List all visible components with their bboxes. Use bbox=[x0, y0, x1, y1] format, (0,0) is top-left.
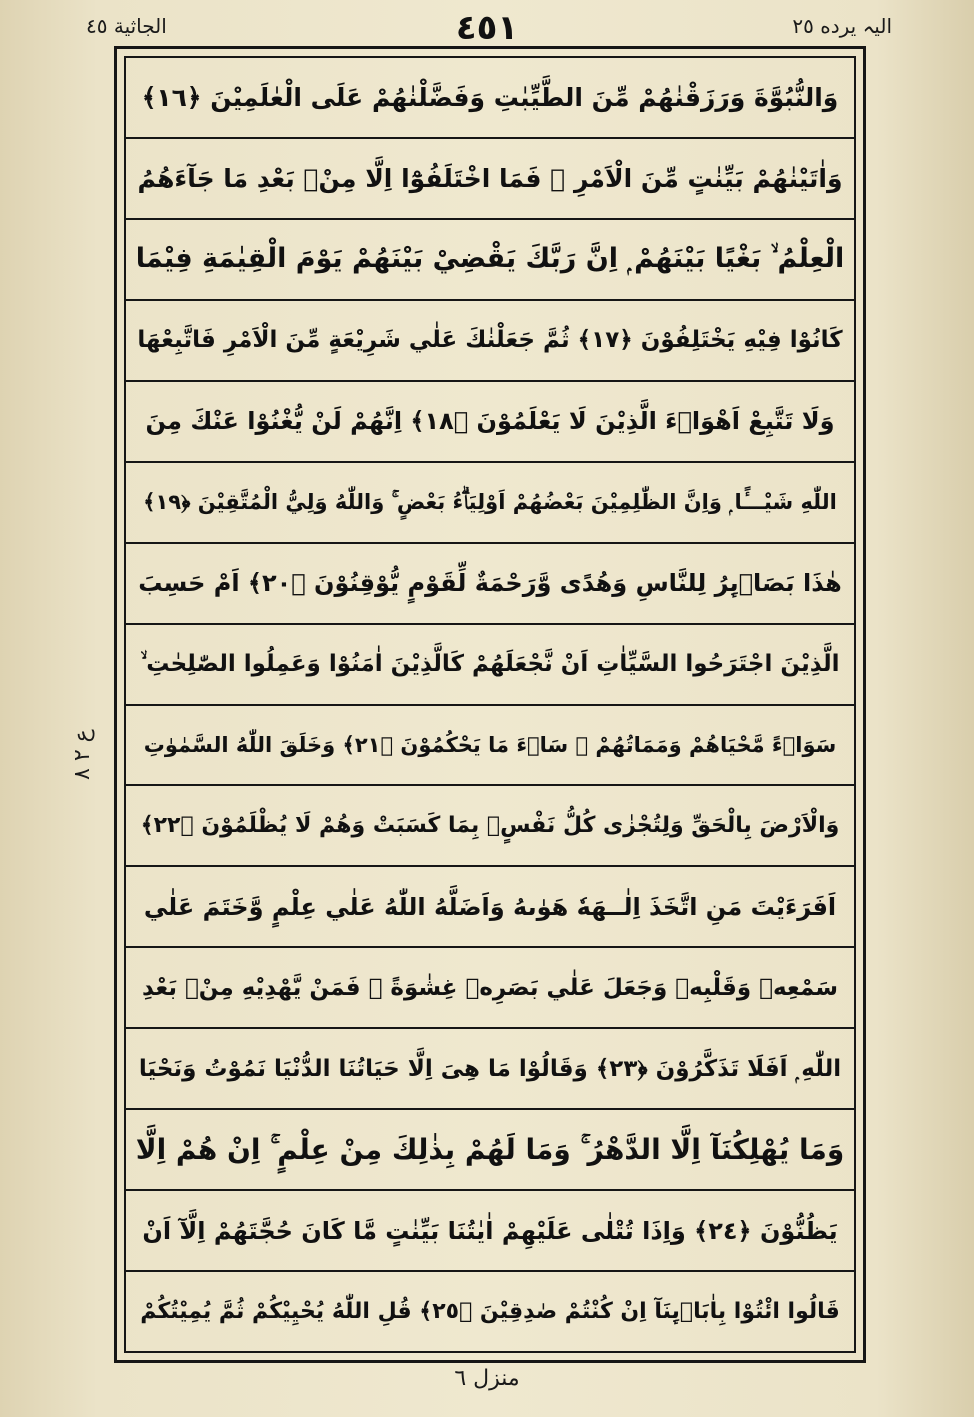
manzil-footer: منزل ٦ bbox=[454, 1366, 520, 1391]
verse-lines bbox=[126, 58, 854, 1351]
verse-line-1: وَالنُّبُوَّةَ وَرَزَقْنٰهُمْ مِّنَ الطَّيِّبٰتِ وَفَضَّلْنٰهُمْ عَلَى الْعٰلَمِيْنَ ﴿١٦﴾ bbox=[126, 58, 854, 139]
ruku-margin-marker: ع ٢ ٨ bbox=[70, 729, 95, 781]
verse-line-10: وَالْاَرْضَ بِالْحَقِّ وَلِتُجْزٰى كُلُّ نَفْسٍۢ بِمَا كَسَبَتْ وَهُمْ لَا يُظْلَمُوْنَ ﴿٢٢﴾ bbox=[126, 786, 854, 867]
verse-line-3: الْعِلْمُ ۙ بَغْيًا بَيْنَهُمْ ۭ اِنَّ رَبَّكَ يَقْضِيْ بَيْنَهُمْ يَوْمَ الْقِيٰمَةِ فِيْمَا bbox=[126, 220, 854, 301]
verse-line-5: وَلَا تَتَّبِعْ اَهْوَاۗءَ الَّذِيْنَ لَا يَعْلَمُوْنَ ﴿١٨﴾ اِنَّهُمْ لَنْ يُّغْنُوْا عَنْكَ مِنَ bbox=[126, 382, 854, 463]
surah-label: الجاثية ٤٥ bbox=[86, 14, 167, 38]
verse-line-2: وَاٰتَيْنٰهُمْ بَيِّنٰتٍ مِّنَ الْاَمْرِ ۚ فَمَا اخْتَلَفُوْٓا اِلَّا مِنْۢ بَعْدِ مَا جَآءَهُمُ bbox=[126, 139, 854, 220]
verse-line-16: قَالُوا ائْتُوْا بِاٰبَاۗىِٕنَآ اِنْ كُنْتُمْ صٰدِقِيْنَ ﴿٢٥﴾ قُلِ اللّٰهُ يُحْيِيْكُمْ ثُمَّ يُمِيْتُكُمْ bbox=[140, 1299, 840, 1325]
verse-line-6: اللّٰهِ شَيْـــًٔا ۭ وَاِنَّ الظّٰلِمِيْنَ بَعْضُهُمْ اَوْلِيَاۗءُ بَعْضٍ ۚ وَاللّٰهُ وَلِيُّ الْمُتَّقِيْنَ ﴿١٩﴾ bbox=[126, 463, 854, 544]
verse-line-4: كَانُوْا فِيْهِ يَخْتَلِفُوْنَ ﴿١٧﴾ ثُمَّ جَعَلْنٰكَ عَلٰي شَرِيْعَةٍ مِّنَ الْاَمْرِ فَاتَّبِعْهَا bbox=[126, 301, 854, 382]
verse-line-9: سَوَاۗءً مَّحْيَاهُمْ وَمَمَاتُهُمْ ۭ سَاۗءَ مَا يَحْكُمُوْنَ ﴿٢١﴾ وَخَلَقَ اللّٰهُ السَّمٰوٰتِ bbox=[126, 706, 854, 787]
verse-line-15: يَظُنُّوْنَ ﴿٢٤﴾ وَاِذَا تُتْلٰى عَلَيْهِمْ اٰيٰتُنَا بَيِّنٰتٍ مَّا كَانَ حُجَّتَهُمْ اِلَّآ اَنْ bbox=[126, 1191, 854, 1272]
page-header bbox=[86, 8, 892, 48]
text-frame-inner bbox=[124, 56, 856, 1353]
verse-line-12: سَمْعِهٖ وَقَلْبِهٖ وَجَعَلَ عَلٰي بَصَرِهٖ غِشٰوَةً ۭ فَمَنْ يَّهْدِيْهِ مِنْۢ بَعْدِ bbox=[126, 948, 854, 1029]
verse-line-14: وَمَا يُهْلِكُنَآ اِلَّا الدَّهْرُ ۚ وَمَا لَهُمْ بِذٰلِكَ مِنْ عِلْمٍ ۚ اِنْ هُمْ اِلَّا bbox=[126, 1110, 854, 1191]
page-number: ٤٥١ bbox=[455, 8, 519, 48]
para-label: اليہ يرده ٢٥ bbox=[792, 14, 892, 38]
verse-line-11: اَفَرَءَيْتَ مَنِ اتَّخَذَ اِلٰــهَهٗ هَوٰىهُ وَاَضَلَّهُ اللّٰهُ عَلٰي عِلْمٍ وَّخَتَمَ عَلٰي bbox=[126, 867, 854, 948]
verse-line-7: هٰذَا بَصَاۗىِٕرُ لِلنَّاسِ وَهُدًى وَّرَحْمَةٌ لِّقَوْمٍ يُّوْقِنُوْنَ ﴿٢٠﴾ اَمْ حَسِبَ bbox=[126, 544, 854, 625]
verse-line-13: اللّٰهِ ۭ اَفَلَا تَذَكَّرُوْنَ ﴿٢٣﴾ وَقَالُوْا مَا هِىَ اِلَّا حَيَاتُنَا الدُّنْيَا نَمُوْتُ وَنَحْيَا bbox=[126, 1029, 854, 1110]
text-frame bbox=[114, 46, 866, 1363]
verse-line-8: الَّذِيْنَ اجْتَرَحُوا السَّيِّاٰتِ اَنْ نَّجْعَلَهُمْ كَالَّذِيْنَ اٰمَنُوْا وَعَمِلُوا الصّٰلِحٰتِ ۙ bbox=[126, 625, 854, 706]
